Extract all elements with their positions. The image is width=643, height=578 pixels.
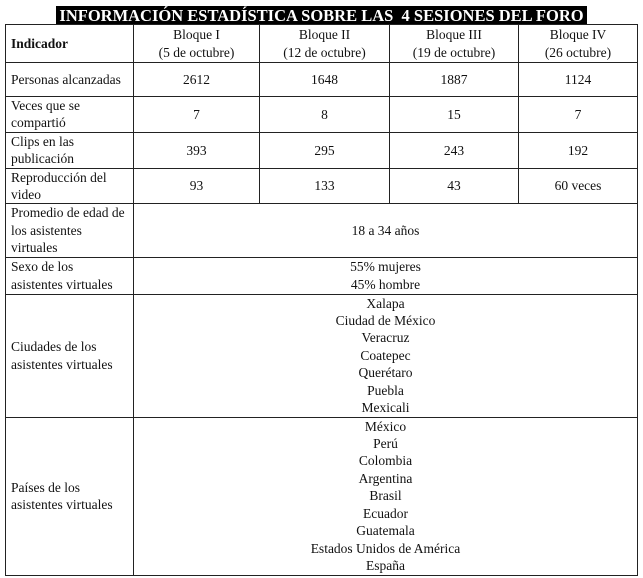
table-row-ciudades (6, 294, 638, 417)
sexo-value: 45% hombre (350, 276, 421, 292)
city-item: Ciudad de México (335, 313, 436, 329)
city-item: Xalapa (366, 295, 405, 311)
table-cell (134, 417, 638, 575)
table-row-clips (6, 132, 638, 168)
block-header-3 (390, 25, 519, 63)
table-cell (134, 257, 638, 294)
country-item: Estados Unidos de América (310, 540, 461, 556)
indicator-label: Ciudades de los asistentes virtuales (6, 294, 134, 417)
table-cell: 1124 (519, 63, 638, 97)
table-cell: 15 (390, 97, 519, 133)
table-row-reproduccion (6, 168, 638, 204)
block-date: (12 de octubre) (283, 44, 366, 60)
block-date: (19 de octubre) (412, 44, 496, 60)
country-item: Colombia (358, 453, 413, 469)
indicator-label: Personas alcanzadas (6, 63, 134, 97)
country-item: España (366, 557, 405, 573)
table-cell: 43 (390, 168, 519, 204)
table-cell: 192 (519, 132, 638, 168)
table-cell: 1648 (260, 63, 390, 97)
document-title: INFORMACIÓN ESTADÍSTICA SOBRE LAS 4 SESIONES DEL FORO (56, 6, 586, 25)
block-date: (5 de octubre) (158, 44, 235, 60)
block-header-4 (519, 25, 638, 63)
table-row-paises (6, 417, 638, 575)
city-item: Querétaro (358, 365, 413, 381)
country-item: Guatemala (356, 523, 415, 539)
statistics-table (5, 24, 638, 576)
table-cell: 133 (260, 168, 390, 204)
table-cell (134, 294, 638, 417)
city-item: Mexicali (361, 400, 410, 416)
table-cell: 295 (260, 132, 390, 168)
city-item: Veracruz (361, 330, 410, 346)
table-cell: 18 a 34 años (134, 204, 638, 257)
block-name: Bloque IV (549, 27, 607, 43)
table-row-sexo (6, 257, 638, 294)
table-cell: 8 (260, 97, 390, 133)
table-row-edad (6, 204, 638, 257)
table-cell: 7 (519, 97, 638, 133)
table-row-compartio (6, 97, 638, 133)
title-wrapper (0, 6, 643, 26)
header-row (6, 25, 638, 63)
table-row-personas (6, 63, 638, 97)
country-item: Brasil (369, 488, 402, 504)
block-header-2 (260, 25, 390, 63)
country-item: Argentina (358, 470, 413, 486)
city-item: Coatepec (360, 347, 411, 363)
indicator-header: Indicador (6, 25, 134, 63)
indicator-label: Sexo de los asistentes virtuales (6, 257, 134, 294)
sexo-value: 55% mujeres (350, 259, 421, 275)
table-cell: 243 (390, 132, 519, 168)
indicator-label: Reproducción del video (6, 168, 134, 204)
indicator-label: Promedio de edad de los asistentes virtuales (6, 204, 134, 257)
block-name: Bloque II (298, 27, 351, 43)
country-item: Perú (373, 436, 398, 452)
table-cell: 2612 (134, 63, 260, 97)
indicator-label: Países de los asistentes virtuales (6, 417, 134, 575)
table-cell: 1887 (390, 63, 519, 97)
table-cell: 7 (134, 97, 260, 133)
city-item: Puebla (367, 382, 404, 398)
indicator-label: Veces que se compartió (6, 97, 134, 133)
table-cell: 60 veces (519, 168, 638, 204)
country-item: Ecuador (363, 505, 408, 521)
block-name: Bloque I (173, 27, 220, 43)
block-name: Bloque III (426, 27, 482, 43)
table-cell: 93 (134, 168, 260, 204)
indicator-label: Clips en las publicación (6, 132, 134, 168)
block-date: (26 octubre) (544, 44, 612, 60)
table-cell: 393 (134, 132, 260, 168)
block-header-1 (134, 25, 260, 63)
country-item: México (364, 418, 407, 434)
